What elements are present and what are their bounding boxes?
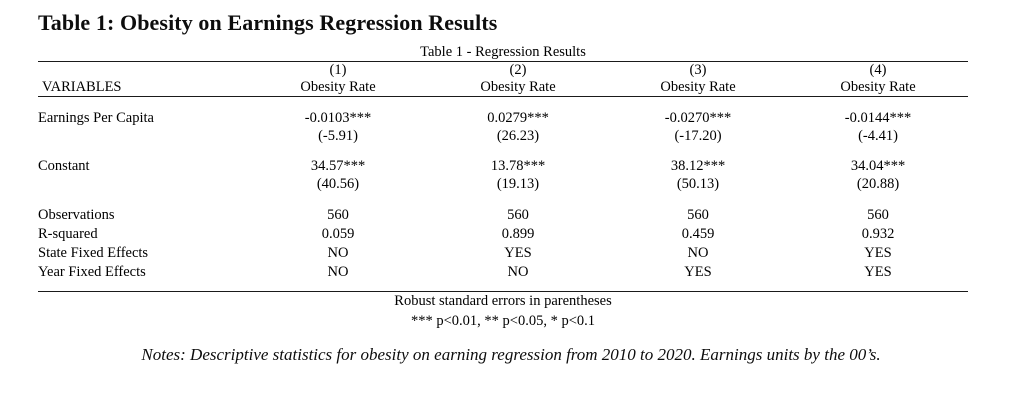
stat-label-state-fixed-effects: State Fixed Effects: [38, 245, 149, 261]
stat-observations-3: 560: [687, 207, 709, 223]
column-header-4: Obesity Rate: [840, 79, 916, 95]
table-note-significance: *** p<0.01, ** p<0.05, * p<0.1: [410, 312, 596, 329]
stat-label-r-squared: R-squared: [38, 226, 98, 242]
column-header-1: Obesity Rate: [300, 79, 376, 95]
table-row: [38, 97, 968, 127]
spacer-cell: [38, 62, 248, 79]
variables-header: VARIABLES: [42, 79, 122, 95]
table-row: [38, 224, 968, 243]
stat-year-fixed-effects-2: NO: [507, 264, 529, 280]
regression-table-container: [38, 44, 984, 331]
std-error-earnings-1: (-5.91): [318, 128, 358, 144]
coefficient-value-earnings-4: -0.0144***: [844, 110, 912, 126]
table-row: [38, 175, 968, 193]
stat-label-year-fixed-effects: Year Fixed Effects: [38, 264, 146, 280]
stat-label-observations: Observations: [38, 207, 115, 223]
stat-r-squared-3: 0.459: [681, 226, 715, 242]
std-error-constant-1: (40.56): [316, 176, 360, 192]
stat-observations-1: 560: [327, 207, 349, 223]
column-number-1: (1): [329, 62, 347, 78]
stat-r-squared-1: 0.059: [321, 226, 355, 242]
std-error-earnings-2: (26.23): [496, 128, 540, 144]
table-notes-row: [38, 312, 968, 332]
column-header-row: [38, 79, 968, 97]
column-header-3: Obesity Rate: [660, 79, 736, 95]
std-error-earnings-4: (-4.41): [858, 128, 898, 144]
coefficient-label-earnings-per-capita: Earnings Per Capita: [38, 110, 154, 126]
page-title: Table 1: Obesity on Earnings Regression Results: [38, 10, 498, 35]
regression-table: [38, 44, 968, 331]
coefficient-value-constant-2: 13.78***: [490, 158, 546, 174]
table-note-standard-errors: Robust standard errors in parentheses: [394, 293, 612, 309]
table-row: [38, 262, 968, 281]
std-error-earnings-3: (-17.20): [674, 128, 722, 144]
document-footnote: Notes: Descriptive statistics for obesity on earning regression from 2010 to 2020. Earnings units by the 00’s.: [141, 345, 881, 365]
coefficient-value-earnings-3: -0.0270***: [664, 110, 732, 126]
column-number-4: (4): [869, 62, 887, 78]
coefficient-value-earnings-2: 0.0279***: [487, 110, 549, 126]
table-row: [38, 145, 968, 175]
stat-state-fixed-effects-1: NO: [327, 245, 349, 261]
table-caption: Table 1 - Regression Results: [420, 44, 586, 60]
coefficient-value-earnings-1: -0.0103***: [304, 110, 372, 126]
stat-observations-4: 560: [867, 207, 889, 223]
std-error-label-constant: [38, 175, 248, 193]
table-caption-row: [38, 44, 968, 62]
coefficient-value-constant-4: 34.04***: [850, 158, 906, 174]
coefficient-value-constant-3: 38.12***: [670, 158, 726, 174]
table-row: [38, 127, 968, 145]
std-error-constant-4: (20.88): [856, 176, 900, 192]
stat-state-fixed-effects-2: YES: [504, 245, 532, 261]
column-number-row: [38, 62, 968, 79]
stat-year-fixed-effects-4: YES: [864, 264, 892, 280]
table-row: [38, 243, 968, 262]
coefficient-label-constant: Constant: [38, 158, 90, 174]
std-error-constant-3: (50.13): [676, 176, 720, 192]
spacer-row: [38, 281, 968, 292]
column-header-2: Obesity Rate: [480, 79, 556, 95]
stat-state-fixed-effects-3: NO: [687, 245, 709, 261]
stat-year-fixed-effects-1: NO: [327, 264, 349, 280]
coefficient-value-constant-1: 34.57***: [310, 158, 366, 174]
stat-r-squared-4: 0.932: [861, 226, 895, 242]
column-number-2: (2): [509, 62, 527, 78]
table-row: [38, 193, 968, 224]
stat-r-squared-2: 0.899: [501, 226, 535, 242]
stat-observations-2: 560: [507, 207, 529, 223]
std-error-label-earnings: [38, 127, 248, 145]
stat-state-fixed-effects-4: YES: [864, 245, 892, 261]
table-notes-row: [38, 292, 968, 312]
stat-year-fixed-effects-3: YES: [684, 264, 712, 280]
std-error-constant-2: (19.13): [496, 176, 540, 192]
column-number-3: (3): [689, 62, 707, 78]
